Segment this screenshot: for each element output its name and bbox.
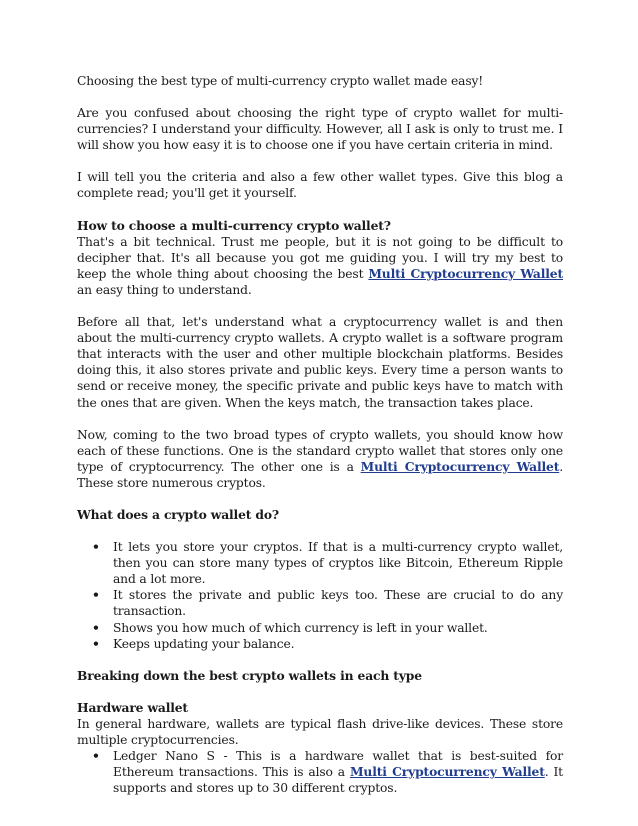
list-item-text-b: . It supports and stores up to 30 different cryptos. xyxy=(113,765,563,796)
document-page xyxy=(77,73,563,812)
multi-crypto-wallet-link-2[interactable]: Multi Cryptocurrency Wallet xyxy=(360,458,560,474)
list-item-text-a: Ledger Nano S - This is a hardware wallet that is best-suited for Ethereum transactions. This is also a xyxy=(113,749,563,780)
paragraph-two-types-text-b: . These store numerous cryptos. xyxy=(77,459,563,490)
paragraph-technical xyxy=(77,234,563,298)
multi-crypto-wallet-link-1[interactable]: Multi Cryptocurrency Wallet xyxy=(368,265,563,281)
hardware-wallet-list xyxy=(77,748,563,796)
list-item-text: Shows you how much of which currency is left in your wallet. xyxy=(113,620,488,635)
paragraph-two-types xyxy=(77,427,563,491)
list-item xyxy=(77,539,563,587)
intro-title: Choosing the best type of multi-currency crypto wallet made easy! xyxy=(77,74,484,88)
bullet-icon: • xyxy=(92,748,100,764)
heading-breaking-down: Breaking down the best crypto wallets in each type xyxy=(77,667,422,683)
paragraph-what-is-wallet: Before all that, let's understand what a cryptocurrency wallet is and then about the multi-currency crypto wallets. A crypto wallet is a software program that interacts with the user and other multiple blockchain platforms. Besides doing this, it also stores private and public keys. Every time a person wants to send or receive money, the specific private and public keys have to match with the ones that are given. When the keys match, the transaction takes place. xyxy=(77,315,563,410)
list-item-text: It lets you store your cryptos. If that is a multi-currency crypto wallet, then you can store many types of cryptos like Bitcoin, Ethereum Ripple and a lot more. xyxy=(113,540,563,587)
heading-hardware-wallet: Hardware wallet xyxy=(77,699,188,715)
list-item-text: Keeps updating your balance. xyxy=(113,636,295,651)
list-item xyxy=(77,587,563,619)
bullet-icon: • xyxy=(92,539,100,555)
list-item xyxy=(77,748,563,796)
list-item xyxy=(77,636,563,652)
heading-what-does-wallet-do: What does a crypto wallet do? xyxy=(77,506,279,522)
bullet-icon: • xyxy=(92,635,100,651)
paragraph-technical-text-b: an easy thing to understand. xyxy=(77,282,252,297)
paragraph-technical-text-a: That's a bit technical. Trust me people, but it is not going to be difficult to decipher that. It's all because you got me guiding you. I will try my best to keep the whole thing about choosing the best xyxy=(77,234,563,281)
multi-crypto-wallet-link-3[interactable]: Multi Cryptocurrency Wallet xyxy=(349,764,545,780)
paragraph-confused: Are you confused about choosing the right type of crypto wallet for multi-currencies? I understand your difficulty. However, all I ask is only to trust me. I will show you how easy it is to choose one if you have certain criteria in mind. xyxy=(77,106,563,153)
paragraph-criteria: I will tell you the criteria and also a few other wallet types. Give this blog a complete read; you'll get it yourself. xyxy=(77,170,563,201)
bullet-icon: • xyxy=(92,587,100,603)
paragraph-two-types-text-a: Now, coming to the two broad types of crypto wallets, you should know how each of these functions. One is the standard crypto wallet that stores only one type of cryptocurrency. The other one is a xyxy=(77,427,563,474)
list-item xyxy=(77,620,563,636)
heading-how-to-choose: How to choose a multi-currency crypto wallet? xyxy=(77,217,391,233)
bullet-icon: • xyxy=(92,619,100,635)
wallet-functions-list xyxy=(77,539,563,652)
list-item-text: It stores the private and public keys too. These are crucial to do any transaction. xyxy=(113,588,563,619)
paragraph-hardware: In general hardware, wallets are typical flash drive-like devices. These store multiple cryptocurrencies. xyxy=(77,716,563,747)
